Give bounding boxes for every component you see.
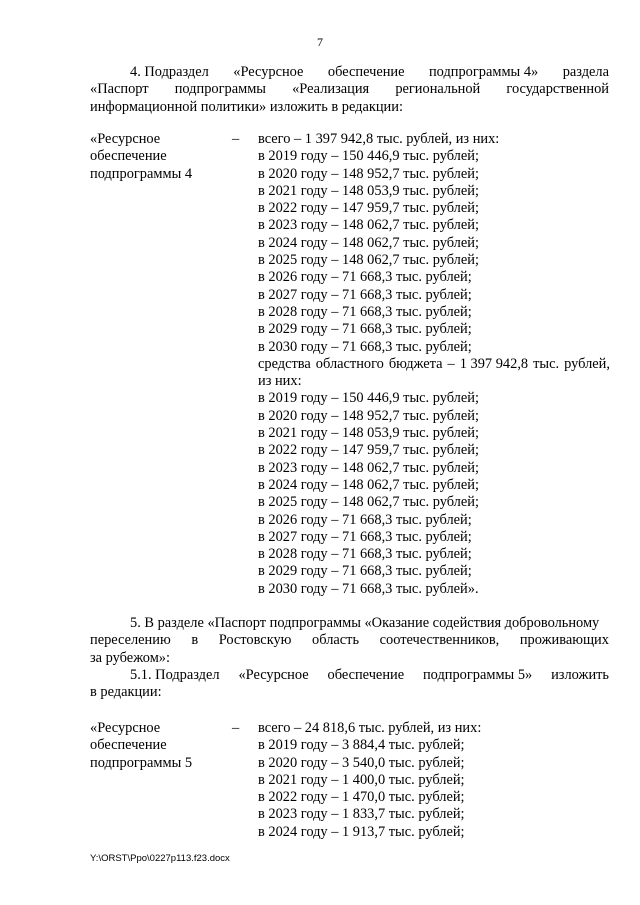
section-5-paragraph: [90, 615, 609, 667]
resource-block-5-label: [90, 720, 225, 772]
label-line: подпрограммы 4: [90, 165, 193, 182]
funding-line: в 2026 году – 71 668,3 тыс. рублей;: [258, 269, 472, 286]
word: 1 397 942,8: [459, 355, 529, 372]
word: «Паспорт: [90, 81, 149, 98]
page-number: 7: [317, 35, 323, 49]
word: соотечественников,: [379, 632, 500, 649]
word: бюджета: [388, 355, 443, 372]
budget-funding-line: в 2022 году – 147 959,7 тыс. рублей;: [258, 442, 479, 459]
funding-line: в 2023 году – 1 833,7 тыс. рублей;: [258, 806, 465, 823]
funding-line: в 2021 году – 1 400,0 тыс. рублей;: [258, 771, 465, 788]
budget-funding-line: в 2025 году – 148 062,7 тыс. рублей;: [258, 494, 479, 511]
resource-block-4-values: [258, 131, 610, 598]
word: раздела: [562, 64, 609, 80]
word: информационной политики» изложить в редакции:: [90, 98, 403, 115]
funding-line: в 2020 году – 148 952,7 тыс. рублей;: [258, 165, 479, 182]
funding-line: в 2027 году – 71 668,3 тыс. рублей;: [258, 286, 472, 303]
word: 5.1. Подраздел: [130, 667, 220, 683]
funding-line: в 2024 году – 148 062,7 тыс. рублей;: [258, 234, 479, 251]
word: областного: [315, 355, 384, 372]
budget-funding-line: в 2023 году – 148 062,7 тыс. рублей;: [258, 459, 479, 476]
word: рублей,: [564, 355, 610, 372]
budget-funding-line: в 2028 году – 71 668,3 тыс. рублей;: [258, 546, 472, 563]
budget-funding-line: в 2019 году – 150 446,9 тыс. рублей;: [258, 390, 479, 407]
section-5-line-3: за рубежом»:: [90, 649, 171, 666]
label-line: «Ресурсное: [90, 720, 161, 736]
word: обеспечение: [327, 667, 405, 683]
word: средства: [258, 355, 311, 372]
word: «Ресурсное: [233, 64, 304, 80]
funding-line: в 2022 году – 147 959,7 тыс. рублей;: [258, 200, 479, 217]
word: Ростовскую: [218, 632, 292, 649]
section-4-line-3: [90, 99, 609, 116]
funding-line: в 2030 году – 71 668,3 тыс. рублей;: [258, 338, 472, 355]
section-4-line-1: [90, 64, 609, 81]
funding-line: в 2025 году – 148 062,7 тыс. рублей;: [258, 252, 479, 269]
funding-line: всего – 24 818,6 тыс. рублей, из них:: [258, 720, 482, 736]
budget-funding-line: в 2026 году – 71 668,3 тыс. рублей;: [258, 511, 472, 528]
word: тыс.: [533, 355, 560, 372]
word: государственной: [506, 81, 609, 98]
label-line: обеспечение: [90, 737, 167, 754]
section-4-line-2: [90, 81, 609, 98]
budget-funding-line: в 2024 году – 148 062,7 тыс. рублей;: [258, 476, 479, 493]
budget-funding-line: в 2030 году – 71 668,3 тыс. рублей».: [258, 580, 479, 597]
word: подпрограммы 5»: [422, 667, 533, 683]
label-line: подпрограммы 5: [90, 754, 193, 771]
funding-line: в 2028 году – 71 668,3 тыс. рублей;: [258, 303, 472, 320]
word: обеспечение: [327, 64, 405, 80]
section-5-1-line-1: [90, 667, 609, 684]
separator-dash: –: [232, 131, 240, 147]
label-line: «Ресурсное: [90, 131, 161, 147]
budget-funding-line: в 2027 году – 71 668,3 тыс. рублей;: [258, 528, 472, 545]
funding-line: в 2023 году – 148 062,7 тыс. рублей;: [258, 217, 479, 234]
word: 4. Подраздел: [130, 64, 209, 80]
word: проживающих: [519, 632, 609, 649]
separator-dash: –: [232, 720, 240, 736]
file-path-footer: Y:\ORST\Ppo\0227p113.f23.docx: [90, 853, 230, 864]
budget-funding-line: в 2029 году – 71 668,3 тыс. рублей;: [258, 563, 472, 580]
funding-line: в 2029 году – 71 668,3 тыс. рублей;: [258, 321, 472, 338]
word: «Ресурсное: [238, 667, 309, 683]
budget-line: [258, 356, 610, 373]
word: –: [447, 355, 455, 372]
funding-line: в 2020 году – 3 540,0 тыс. рублей;: [258, 754, 465, 771]
funding-line: в 2022 году – 1 470,0 тыс. рублей;: [258, 789, 465, 806]
word: переселению: [90, 632, 171, 649]
resource-block-5-values: [258, 720, 610, 841]
word: «Реализация: [292, 81, 370, 98]
funding-line: в 2021 году – 148 053,9 тыс. рублей;: [258, 182, 479, 199]
section-5-line-2: [90, 632, 609, 649]
section-4-paragraph: [90, 64, 609, 116]
funding-line: в 2019 году – 3 884,4 тыс. рублей;: [258, 737, 465, 754]
budget-funding-line: в 2020 году – 148 952,7 тыс. рублей;: [258, 407, 479, 424]
word: подпрограммы 4»: [428, 64, 539, 80]
budget-line-2: из них:: [258, 373, 302, 390]
word: в: [191, 632, 199, 649]
label-line: обеспечение: [90, 148, 167, 165]
section-5-line-1: 5. В разделе «Паспорт подпрограммы «Оказание содействия добровольному: [130, 615, 600, 631]
word: региональной: [395, 81, 481, 98]
word: подпрограммы: [174, 81, 266, 98]
resource-block-4-label: [90, 131, 225, 183]
section-5-1-paragraph: [90, 667, 609, 702]
funding-line: в 2019 году – 150 446,9 тыс. рублей;: [258, 148, 479, 165]
funding-line: в 2024 году – 1 913,7 тыс. рублей;: [258, 823, 465, 840]
budget-funding-line: в 2021 году – 148 053,9 тыс. рублей;: [258, 425, 479, 442]
funding-line: всего – 1 397 942,8 тыс. рублей, из них:: [258, 131, 500, 147]
section-5-1-line-2: в редакции:: [90, 684, 162, 701]
word: область: [312, 632, 360, 649]
word: изложить: [551, 667, 609, 683]
